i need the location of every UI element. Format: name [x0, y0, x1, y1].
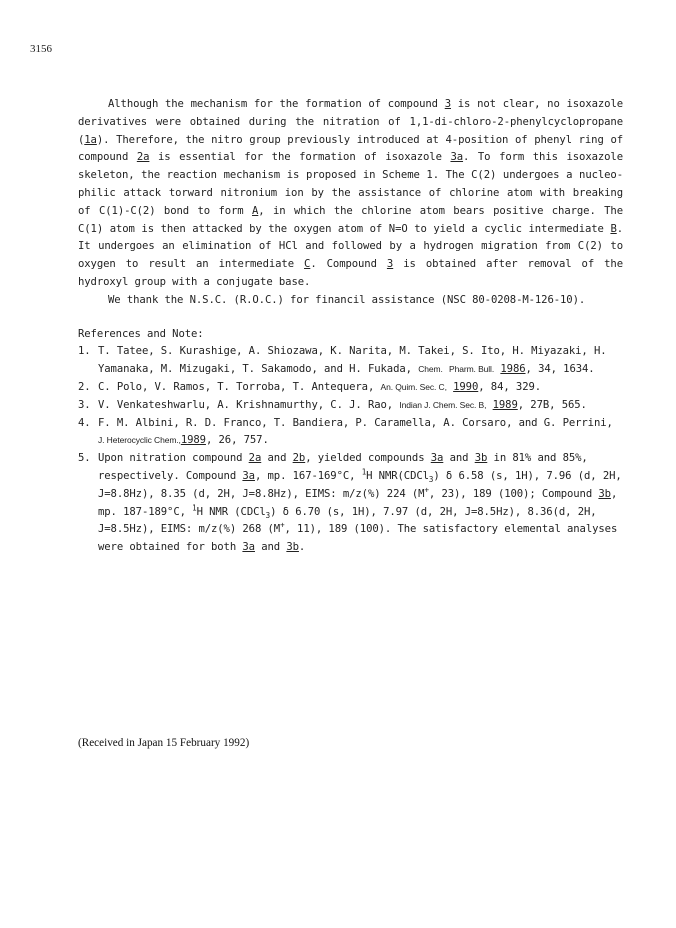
text-run: ) δ 6.58 (s, 1H), 7.96 (d, 2H, J=8.8Hz), 8.35 (d, 2H, J=8.8Hz), EIMS: m/z(%) 224 (M: [98, 469, 622, 500]
paragraph-acknowledgement: We thank the N.S.C. (R.O.C.) for financil assistance (NSC 80-0208-M-126-10).: [108, 293, 586, 306]
reference-year: 1989: [492, 398, 518, 411]
superscript: 1: [361, 467, 367, 477]
text-run: H NMR (CDCl: [196, 505, 266, 518]
reference-list: [78, 343, 623, 557]
text-run: . It undergoes an elimination of HCl and followed by a hydrogen migration from C(2) to oxygen to result an intermediate: [78, 222, 623, 271]
text-run: , 11), 189 (100). The satisfactory elemental analyses were obtained for both: [98, 523, 618, 554]
text-run: in 81% and 85%, respectively. Compound: [98, 452, 588, 482]
compound-ref: 2a: [136, 151, 150, 164]
reference-number: 1.: [78, 345, 91, 358]
text-run: Upon nitration compound: [98, 452, 249, 465]
text-run: is essential for the formation of isoxazole: [149, 151, 451, 164]
compound-ref: 3: [444, 98, 451, 110]
compound-ref: 3a: [242, 541, 255, 554]
received-date: (Received in Japan 15 February 1992): [78, 737, 250, 749]
text-run: . To form this isoxazole skeleton, the reaction mechanism is proposed in Scheme 1. The C(2) undergoes a nucleo-philic attack torward nitronium ion by the assistance of chlorine atom with breaking of C(1)-C(2) bond to form: [78, 151, 623, 217]
reference-authors: T. Tatee, S. Kurashige, A. Shiozawa, K. Narita, M. Takei, S. Ito, H. Miyazaki, H. Yamanaka, M. Mizugaki, T. Sakamodo, and H. Fukada,: [98, 345, 607, 376]
reference-item: [78, 343, 623, 379]
intermediate-ref: C: [304, 258, 311, 271]
text-run: H NMR(CDCl: [366, 469, 429, 482]
reference-volume-pages: , 27B, 565.: [517, 398, 587, 411]
reference-volume-pages: , 26, 757.: [205, 434, 269, 447]
reference-item: [78, 379, 623, 397]
text-run: , in which the chlorine atom bears positive charge. The C(1) atom is then attacked by the oxygen atom of N=O to yield a cyclic intermediate: [78, 204, 623, 235]
text-run: , mp. 167-169°C,: [254, 469, 362, 482]
subscript: 3: [428, 475, 434, 485]
reference-item: [78, 397, 623, 415]
text-run: , 23), 189 (100); Compound: [428, 487, 599, 500]
intermediate-ref: A: [252, 204, 259, 217]
text-run: and: [254, 541, 287, 554]
compound-ref: 3a: [430, 452, 444, 465]
text-run: is not clear, no isoxazole derivatives were obtained during the nitration of 1,1-di-chloro-2-phenylcyclopropane (: [78, 98, 623, 146]
compound-ref: 2a: [248, 452, 262, 465]
reference-note: [78, 450, 623, 557]
references-heading: References and Note:: [78, 327, 204, 340]
superscript: 1: [192, 503, 197, 512]
reference-volume-pages: , 84, 329.: [478, 380, 542, 393]
reference-journal: Pharm. Bull.: [449, 364, 495, 375]
compound-ref: 1a: [84, 133, 97, 146]
subscript: 3: [265, 510, 271, 520]
reference-volume-pages: , 34, 1634.: [525, 363, 595, 376]
page-number: 3156: [30, 43, 52, 55]
text-run: , mp. 187-189°C,: [98, 487, 618, 518]
superscript: +: [280, 520, 285, 530]
compound-ref: 3b: [474, 452, 488, 465]
article-body: [78, 96, 623, 557]
text-run: . Compound: [310, 258, 387, 271]
text-run: and: [443, 452, 475, 465]
reference-number: 5.: [78, 452, 91, 465]
compound-ref: 3a: [450, 151, 464, 164]
compound-ref: 3b: [598, 487, 611, 500]
text-run: , yielded compounds: [305, 452, 431, 465]
intermediate-ref: B: [610, 222, 617, 235]
reference-journal: Indian J. Chem. Sec. B,: [399, 399, 487, 410]
reference-year: 1990: [453, 380, 479, 393]
reference-item: [78, 415, 623, 451]
reference-year: 1989: [180, 434, 206, 447]
compound-ref: 3: [386, 258, 394, 271]
compound-ref: 3a: [242, 469, 255, 482]
reference-journal: An. Quim. Sec. C,: [380, 381, 447, 392]
reference-authors: C. Polo, V. Ramos, T. Torroba, T. Antequera,: [98, 380, 381, 393]
text-run: .: [298, 541, 306, 554]
reference-authors: F. M. Albini, R. D. Franco, T. Bandiera, P. Caramella, A. Corsaro, and G. Perrini,: [98, 416, 613, 429]
compound-ref: 3b: [286, 541, 299, 554]
text-run: ) δ 6.70 (s, 1H), 7.97 (d, 2H, J=8.5Hz), 8.36(d, 2H, J=8.5Hz), EIMS: m/z(%) 268 (M: [98, 505, 597, 536]
text-run: Although the mechanism for the formation of compound: [108, 98, 445, 110]
reference-journal: J. Heterocyclic Chem.,: [98, 435, 181, 446]
paragraph-mechanism: [78, 96, 623, 292]
text-run: ). Therefore, the nitro group previously introduced at 4-position of phenyl ring of compound: [78, 133, 623, 164]
reference-authors: V. Venkateshwarlu, A. Krishnamurthy, C. J. Rao,: [98, 398, 400, 411]
reference-number: 2.: [78, 380, 91, 393]
text-run: and: [261, 452, 293, 465]
text-run: is obtained after removal of the hydroxyl group with a conjugate base.: [78, 258, 623, 288]
reference-year: 1986: [500, 363, 526, 376]
reference-journal: Chem.: [418, 364, 443, 375]
reference-number: 3.: [78, 398, 91, 411]
reference-number: 4.: [78, 416, 91, 429]
superscript: +: [424, 485, 429, 495]
compound-ref: 2b: [292, 452, 306, 465]
